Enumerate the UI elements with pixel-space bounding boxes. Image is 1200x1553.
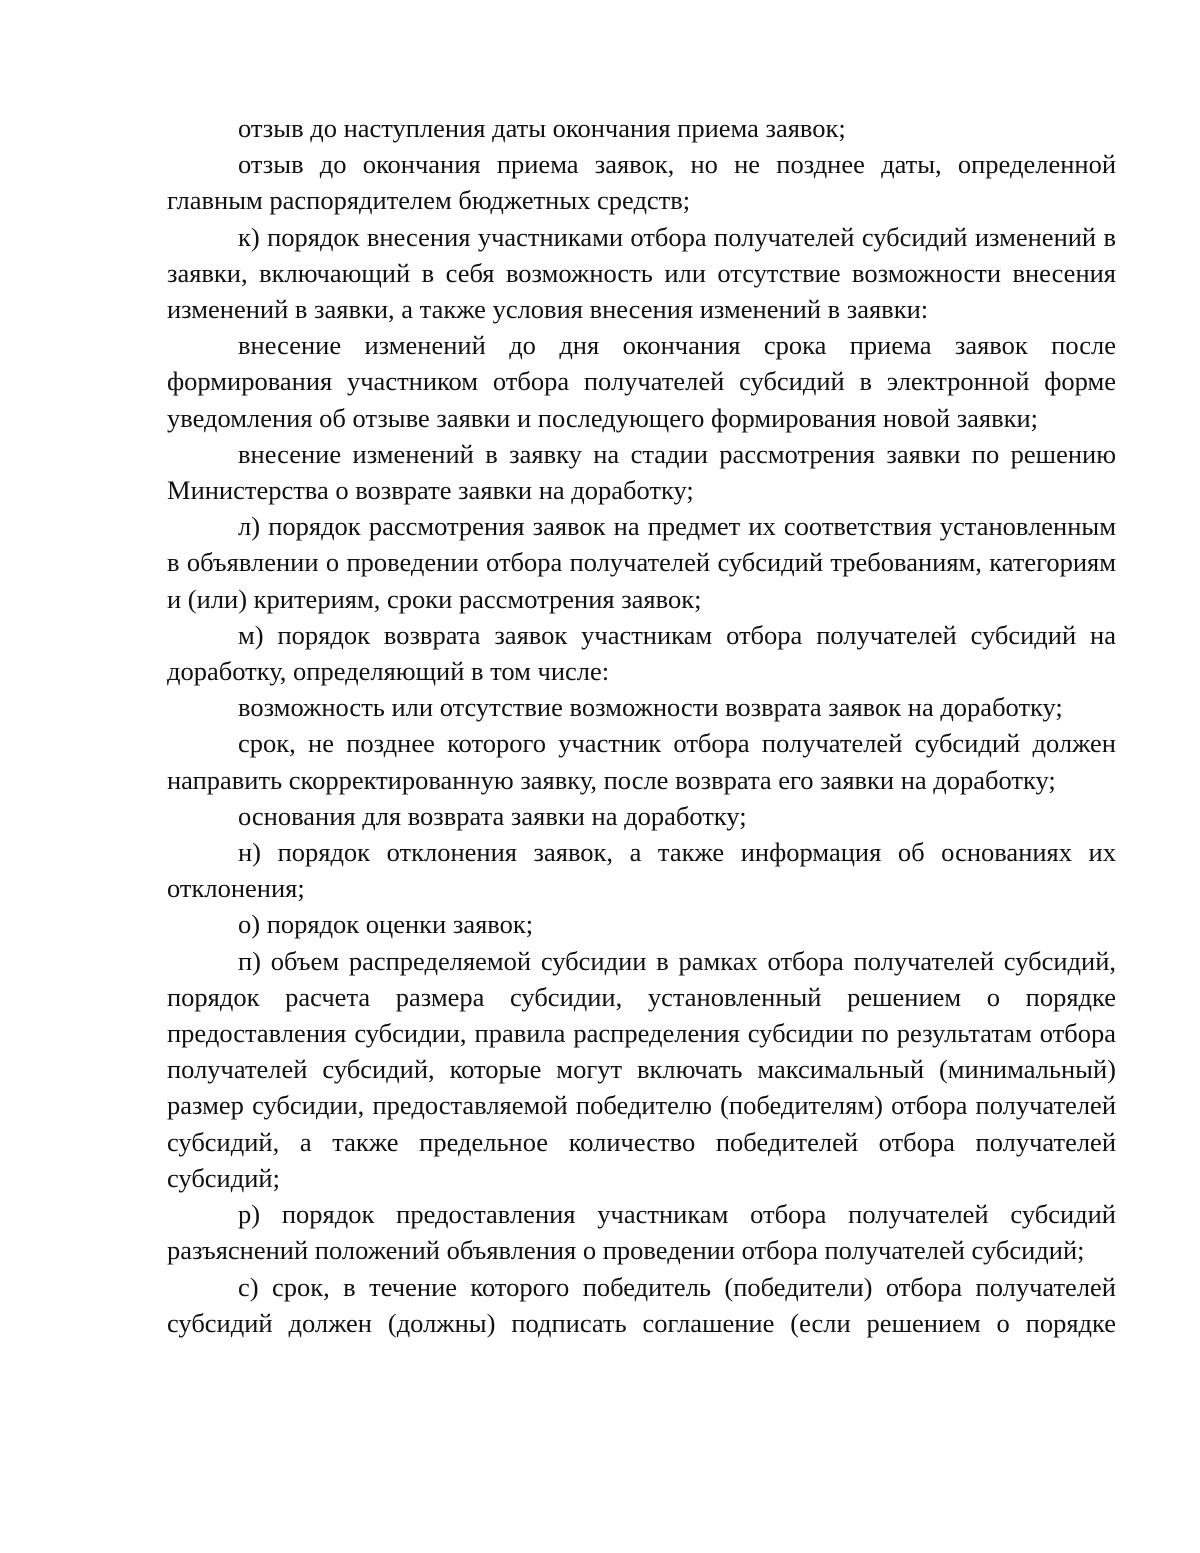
paragraph: внесение изменений до дня окончания срока приема заявок после формирования участником отбора получателей субсидий в электронной форме уведомления об отзыве заявки и последующего формирования новой заявки; xyxy=(167,330,1116,433)
paragraph: р) порядок предоставления участникам отбора получателей субсидий разъяснений положений объявления о проведении отбора получателей субсидий; xyxy=(167,1199,1116,1266)
paragraph: п) объем распределяемой субсидии в рамках отбора получателей субсидий, порядок расчета размера субсидии, установленный решением о порядке предоставления субсидии, правила распределения субсидии по результатам отбора получателей субсидий, которые могут включать максимальный (минимальный) размер субсидии, предоставляемой победителю (победителям) отбора получателей субсидий, а также предельное количество победителей отбора получателей субсидий; xyxy=(167,945,1116,1193)
paragraph: л) порядок рассмотрения заявок на предмет их соответствия установленным в объявлении о проведении отбора получателей субсидий требованиям, категориям и (или) критериям, сроки рассмотрения заявок; xyxy=(167,511,1116,614)
paragraph: отзыв до наступления даты окончания приема заявок; xyxy=(238,113,846,143)
paragraph: срок, не позднее которого участник отбора получателей субсидий должен направить скорректированную заявку, после возврата его заявки на доработку; xyxy=(167,728,1116,795)
paragraph: о) порядок оценки заявок; xyxy=(238,909,534,940)
paragraph: н) порядок отклонения заявок, а также информация об основаниях их отклонения; xyxy=(167,837,1116,904)
paragraph: с) срок, в течение которого победитель (победители) отбора получателей субсидий должен (должны) подписать соглашение (если решением о порядке xyxy=(167,1271,1116,1338)
paragraph: основания для возврата заявки на доработку; xyxy=(238,800,747,831)
paragraph: отзыв до окончания приема заявок, но не позднее даты, определенной главным распорядителем бюджетных средств; xyxy=(167,149,1116,216)
paragraph: к) порядок внесения участниками отбора получателей субсидий изменений в заявки, включающий в себя возможность или отсутствие возможности внесения изменений в заявки, а также условия внесения изменений в заявки: xyxy=(167,221,1116,325)
paragraph: возможность или отсутствие возможности возврата заявок на доработку; xyxy=(238,692,1063,723)
document-body xyxy=(167,110,1116,1341)
paragraph: м) порядок возврата заявок участникам отбора получателей субсидий на доработку, определяющий в том числе: xyxy=(167,619,1116,687)
paragraph: внесение изменений в заявку на стадии рассмотрения заявки по решению Министерства о возврате заявки на доработку; xyxy=(167,438,1116,506)
